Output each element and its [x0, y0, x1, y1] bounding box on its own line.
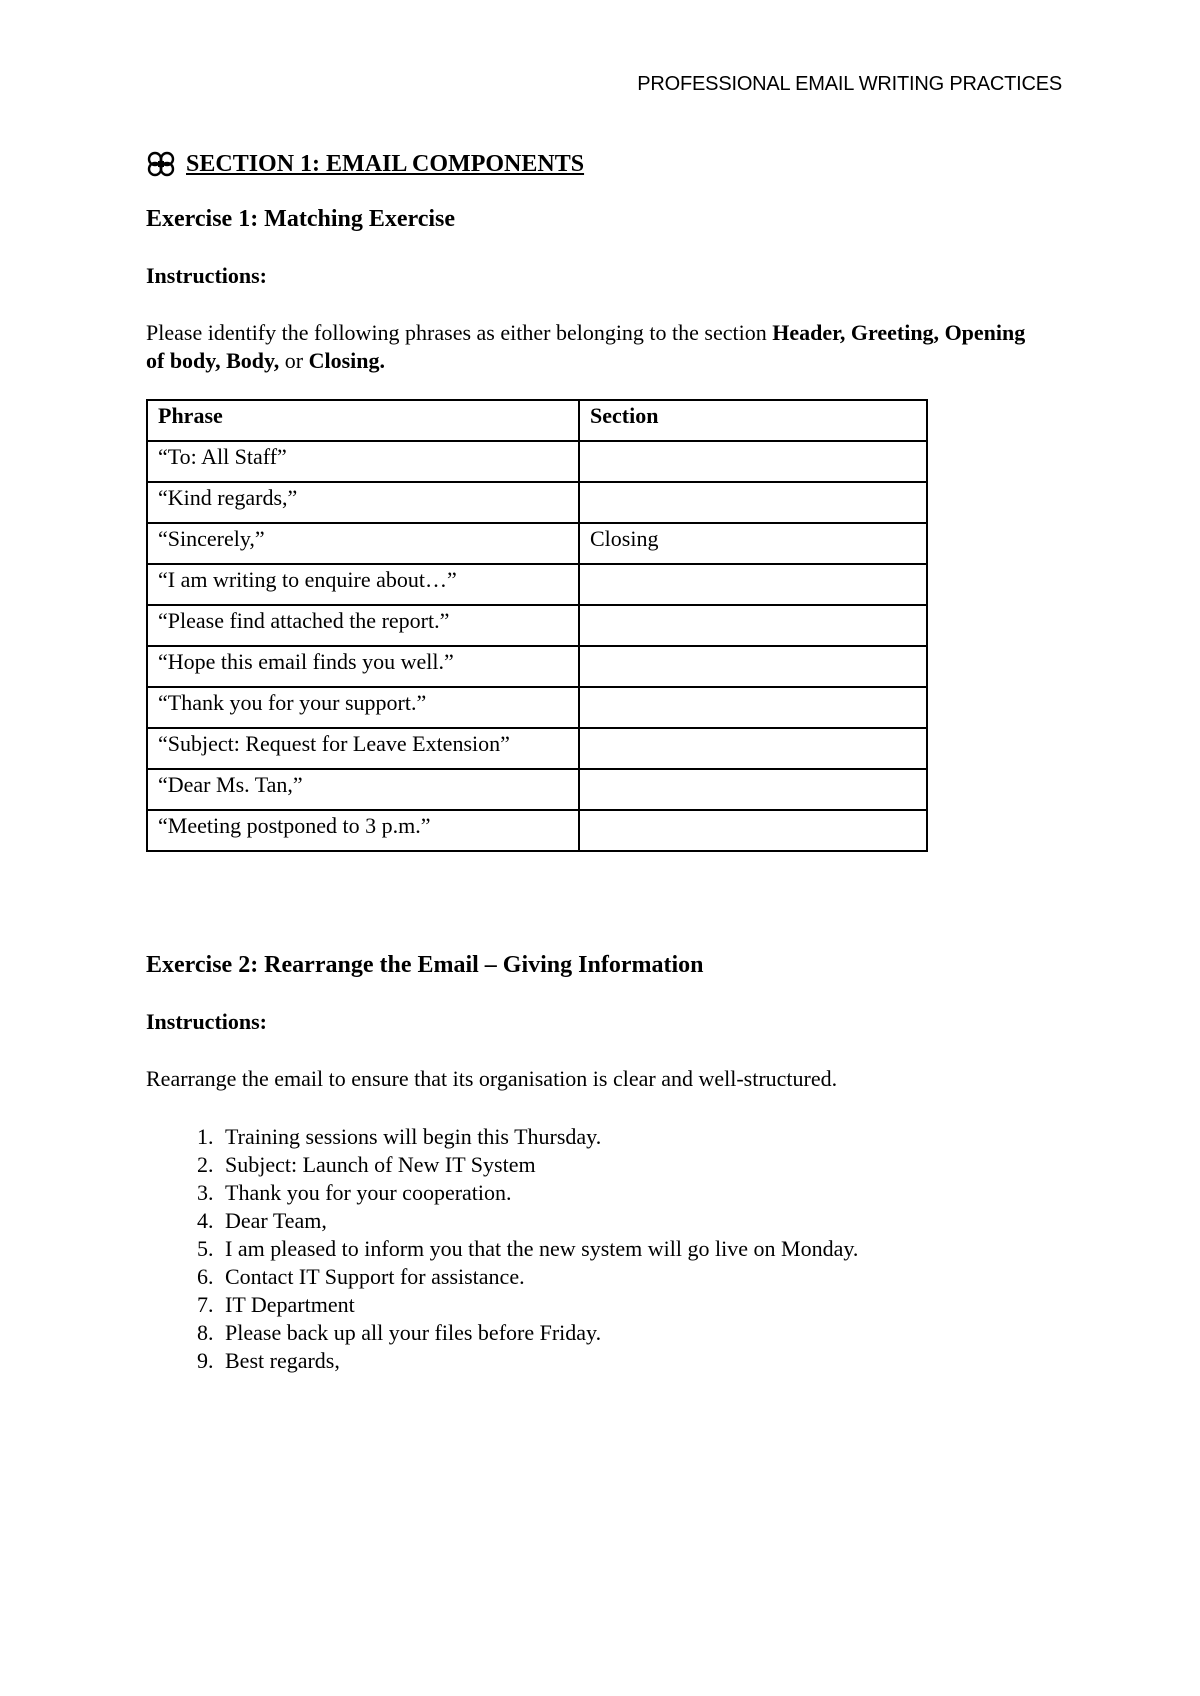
- column-header-phrase: Phrase: [147, 400, 579, 441]
- table-row: [147, 769, 927, 810]
- exercise-2-instructions: Rearrange the email to ensure that its organisation is clear and well-structured.: [146, 1066, 838, 1091]
- section-cell[interactable]: [579, 687, 927, 728]
- section-option-opening: Opening of body,: [146, 320, 1026, 373]
- section-cell[interactable]: [579, 728, 927, 769]
- table-row: [147, 687, 927, 728]
- phrase-cell: “Sincerely,”: [147, 523, 579, 564]
- list-item: 2. Subject: Launch of New IT System: [219, 1151, 1046, 1179]
- table-row: [147, 810, 927, 851]
- column-header-section: Section: [579, 400, 927, 441]
- matching-table: [146, 399, 928, 852]
- phrase-cell: “Hope this email finds you well.”: [147, 646, 579, 687]
- section-heading: [146, 146, 1046, 182]
- document-content: [146, 146, 1046, 1375]
- list-item: 3. Thank you for your cooperation.: [219, 1179, 1046, 1207]
- section-option-body: Body,: [226, 348, 280, 373]
- table-row: [147, 564, 927, 605]
- list-item: 5. I am pleased to inform you that the new system will go live on Monday.: [219, 1235, 1046, 1263]
- table-row: [147, 441, 927, 482]
- list-item: 4. Dear Team,: [219, 1207, 1046, 1235]
- phrase-cell: “To: All Staff”: [147, 441, 579, 482]
- list-item: 1. Training sessions will begin this Thursday.: [219, 1123, 1046, 1151]
- list-item: 8. Please back up all your files before Friday.: [219, 1319, 1046, 1347]
- section-cell[interactable]: [579, 441, 927, 482]
- phrase-cell: “Please find attached the report.”: [147, 605, 579, 646]
- exercise-2-title: Exercise 2: Rearrange the Email – Giving Information: [146, 952, 704, 978]
- section-cell[interactable]: [579, 605, 927, 646]
- section-cell[interactable]: [579, 482, 927, 523]
- phrase-cell: “Kind regards,”: [147, 482, 579, 523]
- section-cell[interactable]: [579, 646, 927, 687]
- section-cell[interactable]: [579, 769, 927, 810]
- section-option-greeting: Greeting,: [850, 320, 940, 345]
- section-cell[interactable]: [579, 810, 927, 851]
- table-row: [147, 482, 927, 523]
- instructions-text: Please identify the following phrases as either belonging to the section: [146, 320, 773, 345]
- list-item: 9. Best regards,: [219, 1347, 1046, 1375]
- list-item: 7. IT Department: [219, 1291, 1046, 1319]
- phrase-cell: “Thank you for your support.”: [147, 687, 579, 728]
- table-row: [147, 523, 927, 564]
- exercise-2-instructions-label: Instructions:: [146, 1009, 268, 1034]
- section-option-header: Header,: [772, 320, 846, 345]
- email-lines-list: [146, 1123, 1046, 1375]
- exercise-1-instructions: [146, 319, 1046, 375]
- table-header-row: [147, 400, 927, 441]
- phrase-cell: “Dear Ms. Tan,”: [147, 769, 579, 810]
- table-row: [147, 728, 927, 769]
- phrase-cell: “I am writing to enquire about…”: [147, 564, 579, 605]
- connector-or: or: [284, 348, 304, 373]
- exercise-1-title: Exercise 1: Matching Exercise: [146, 206, 456, 232]
- table-row: [147, 605, 927, 646]
- list-item: 6. Contact IT Support for assistance.: [219, 1263, 1046, 1291]
- running-header: PROFESSIONAL EMAIL WRITING PRACTICES: [637, 73, 1062, 95]
- section-cell[interactable]: Closing: [579, 523, 927, 564]
- emblem-icon: [146, 151, 176, 177]
- table-row: [147, 646, 927, 687]
- section-title: SECTION 1: EMAIL COMPONENTS: [186, 150, 585, 177]
- phrase-cell: “Subject: Request for Leave Extension”: [147, 728, 579, 769]
- exercise-1-instructions-label: Instructions:: [146, 263, 268, 288]
- phrase-cell: “Meeting postponed to 3 p.m.”: [147, 810, 579, 851]
- section-option-closing: Closing.: [308, 348, 386, 373]
- section-cell[interactable]: [579, 564, 927, 605]
